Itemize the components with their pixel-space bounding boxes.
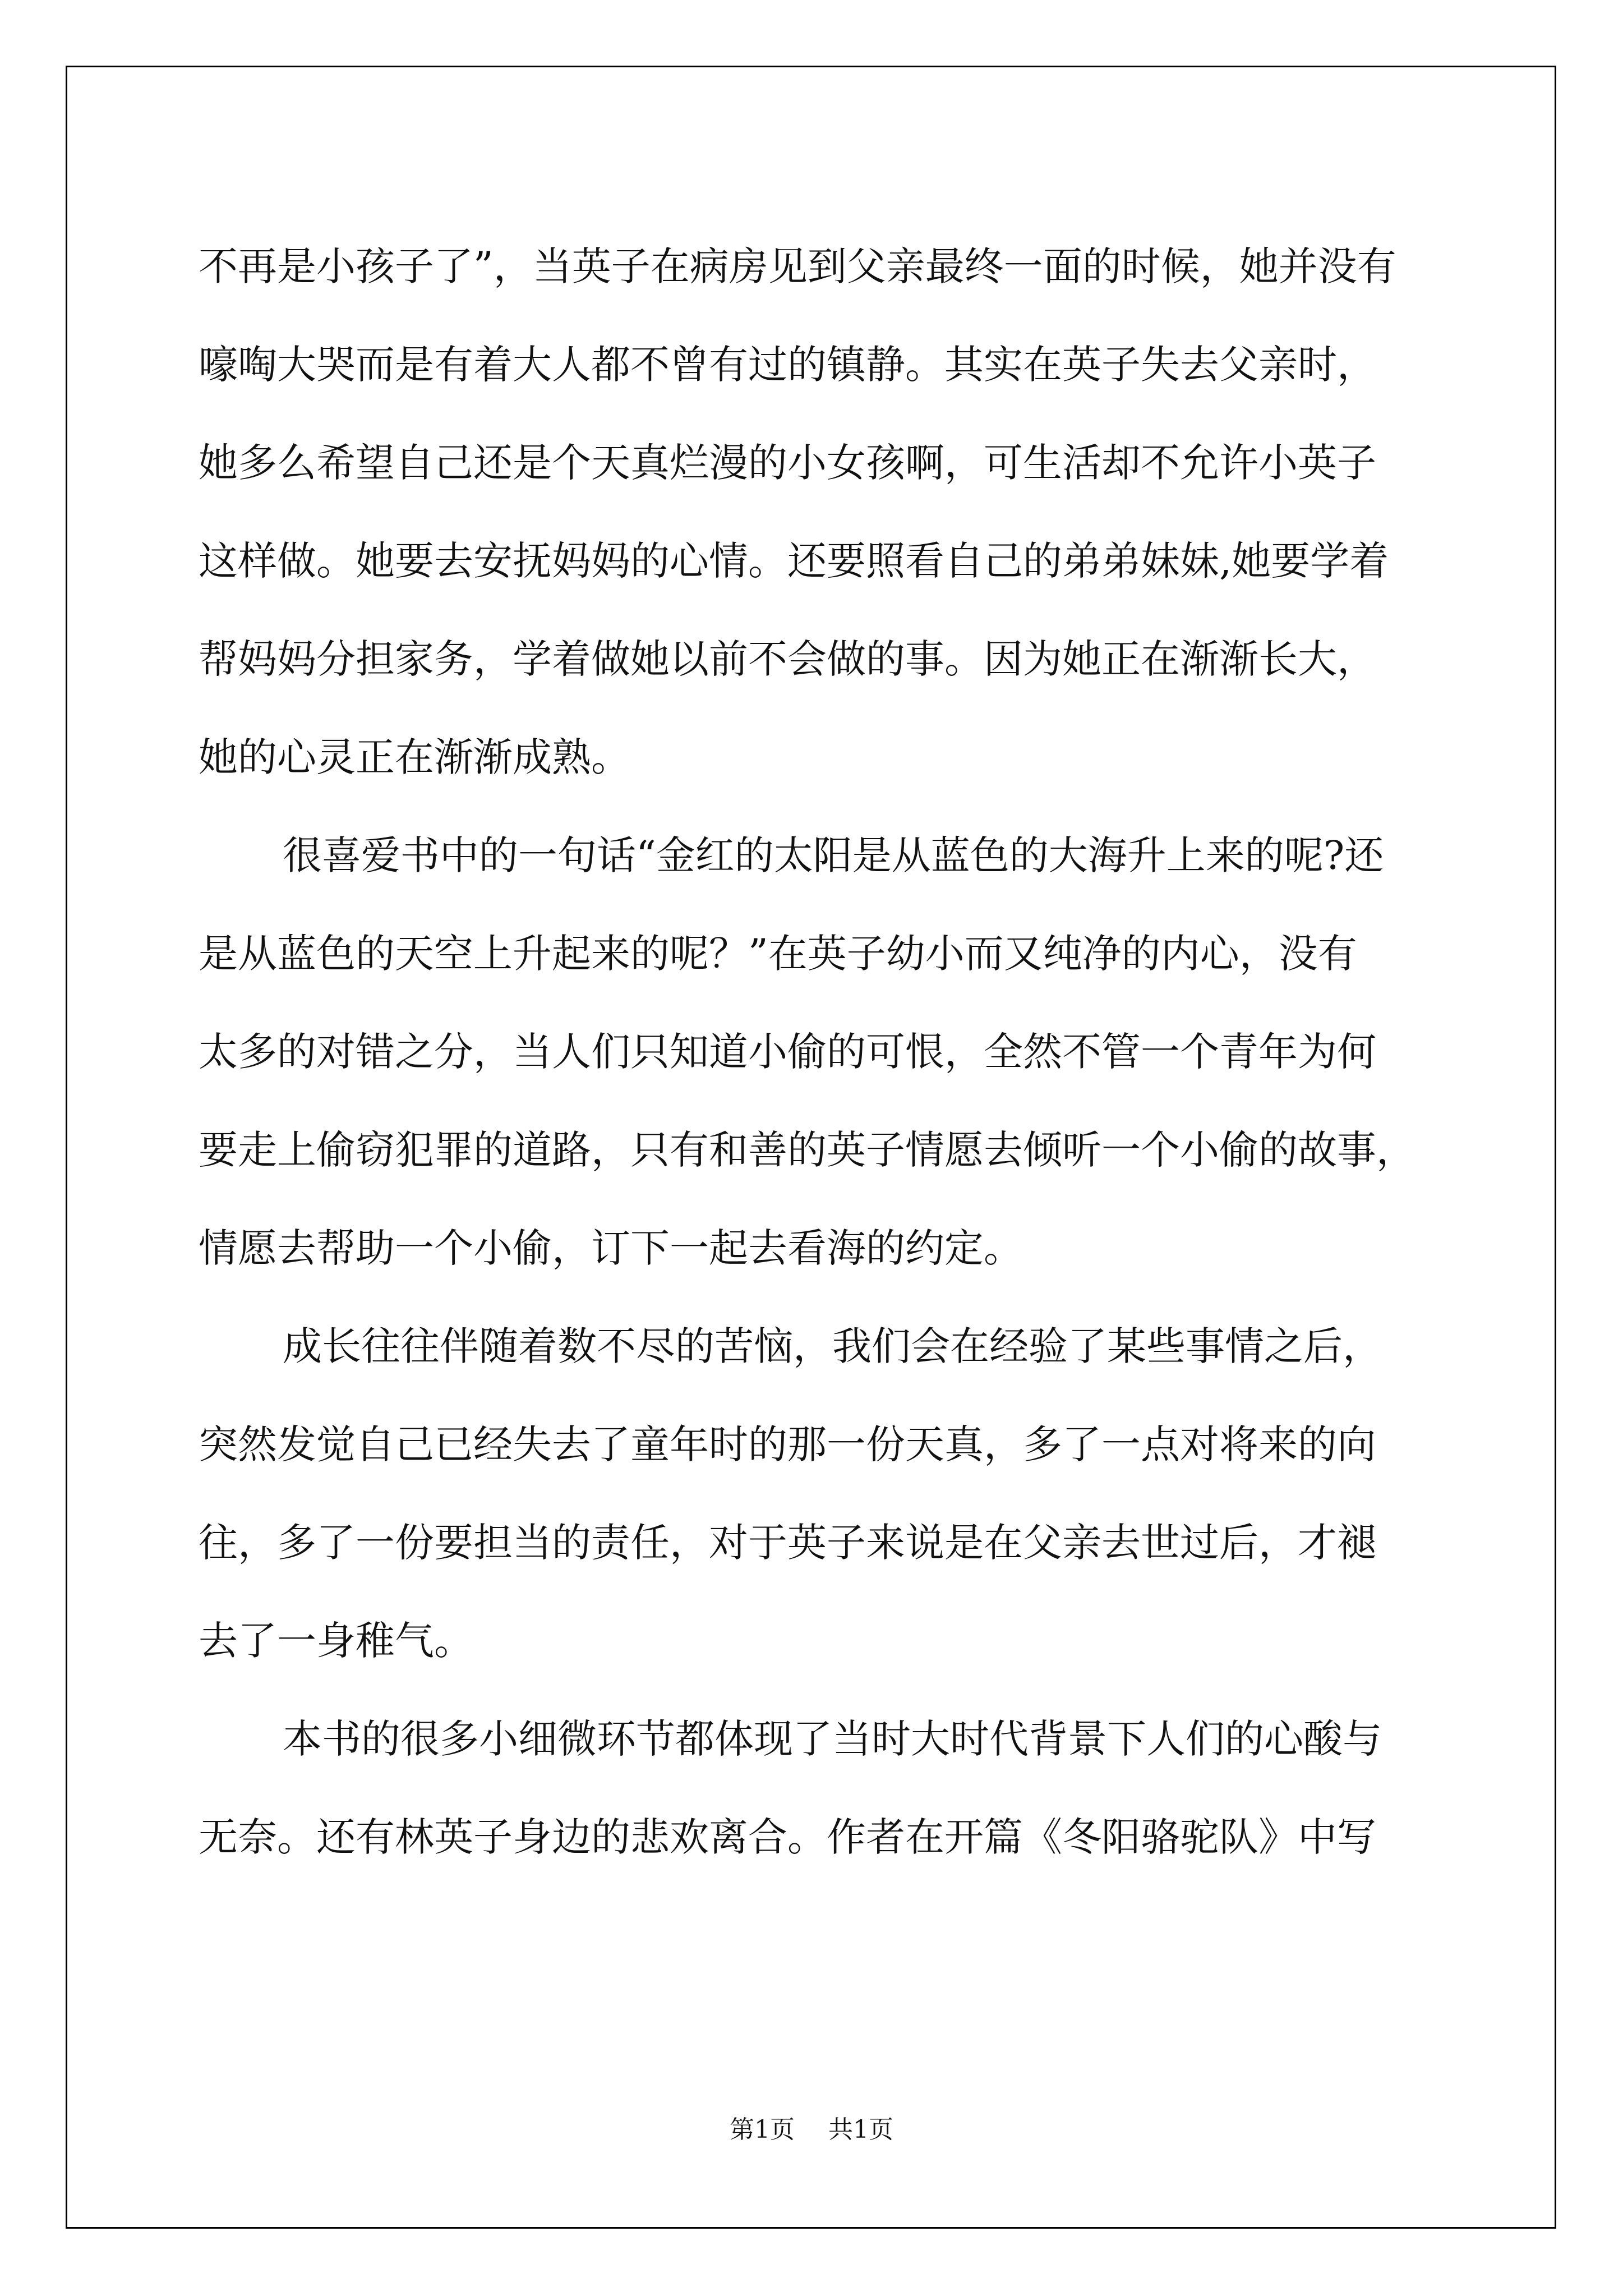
text-line: 去了一身稚气。 bbox=[199, 1618, 473, 1664]
text-line: 要走上偷窃犯罪的道路，只有和善的英子情愿去倾听一个小偷的故事， bbox=[199, 1127, 1415, 1173]
text-line: 嚎啕大哭而是有着大人都不曾有过的镇静。其实在英子失去父亲时， bbox=[199, 342, 1376, 388]
text-line: 她的心灵正在渐渐成熟。 bbox=[199, 734, 630, 780]
page-number: 第1页 bbox=[730, 2115, 795, 2144]
text-line: 是从蓝色的天空上升起来的呢？”在英子幼小而又纯净的内心，没有 bbox=[199, 931, 1357, 977]
paragraph-first-line: 本书的很多小细微环节都体现了当时大时代背景下人们的心酸与 bbox=[283, 1716, 1382, 1762]
text-line: 情愿去帮助一个小偷，订下一起去看海的约定。 bbox=[199, 1225, 1023, 1271]
paragraph-first-line: 成长往往伴随着数不尽的苦恼，我们会在经验了某些事情之后， bbox=[283, 1323, 1382, 1369]
text-line: 往，多了一份要担当的责任，对于英子来说是在父亲去世过后，才褪 bbox=[199, 1520, 1376, 1566]
text-line: 不再是小孩子了”，当英子在病房见到父亲最终一面的时候，她并没有 bbox=[199, 243, 1396, 289]
text-line: 突然发觉自己已经失去了童年时的那一份天真，多了一点对将来的向 bbox=[199, 1421, 1376, 1467]
document-body bbox=[199, 218, 1432, 1887]
page-footer bbox=[0, 2109, 1623, 2145]
text-line: 她多么希望自己还是个天真烂漫的小女孩啊，可生活却不允许小英子 bbox=[199, 440, 1376, 486]
text-line: 帮妈妈分担家务，学着做她以前不会做的事。因为她正在渐渐长大， bbox=[199, 636, 1376, 682]
text-line: 这样做。她要去安抚妈妈的心情。还要照看自己的弟弟妹妹,她要学着 bbox=[199, 538, 1389, 584]
text-line: 太多的对错之分，当人们只知道小偷的可恨，全然不管一个青年为何 bbox=[199, 1029, 1376, 1075]
page-total: 共1页 bbox=[828, 2115, 893, 2144]
text-line: 无奈。还有林英子身边的悲欢离合。作者在开篇《冬阳骆驼队》中写 bbox=[199, 1814, 1376, 1860]
paragraph-first-line: 很喜爱书中的一句话“金红的太阳是从蓝色的大海升上来的呢?还 bbox=[283, 832, 1384, 878]
